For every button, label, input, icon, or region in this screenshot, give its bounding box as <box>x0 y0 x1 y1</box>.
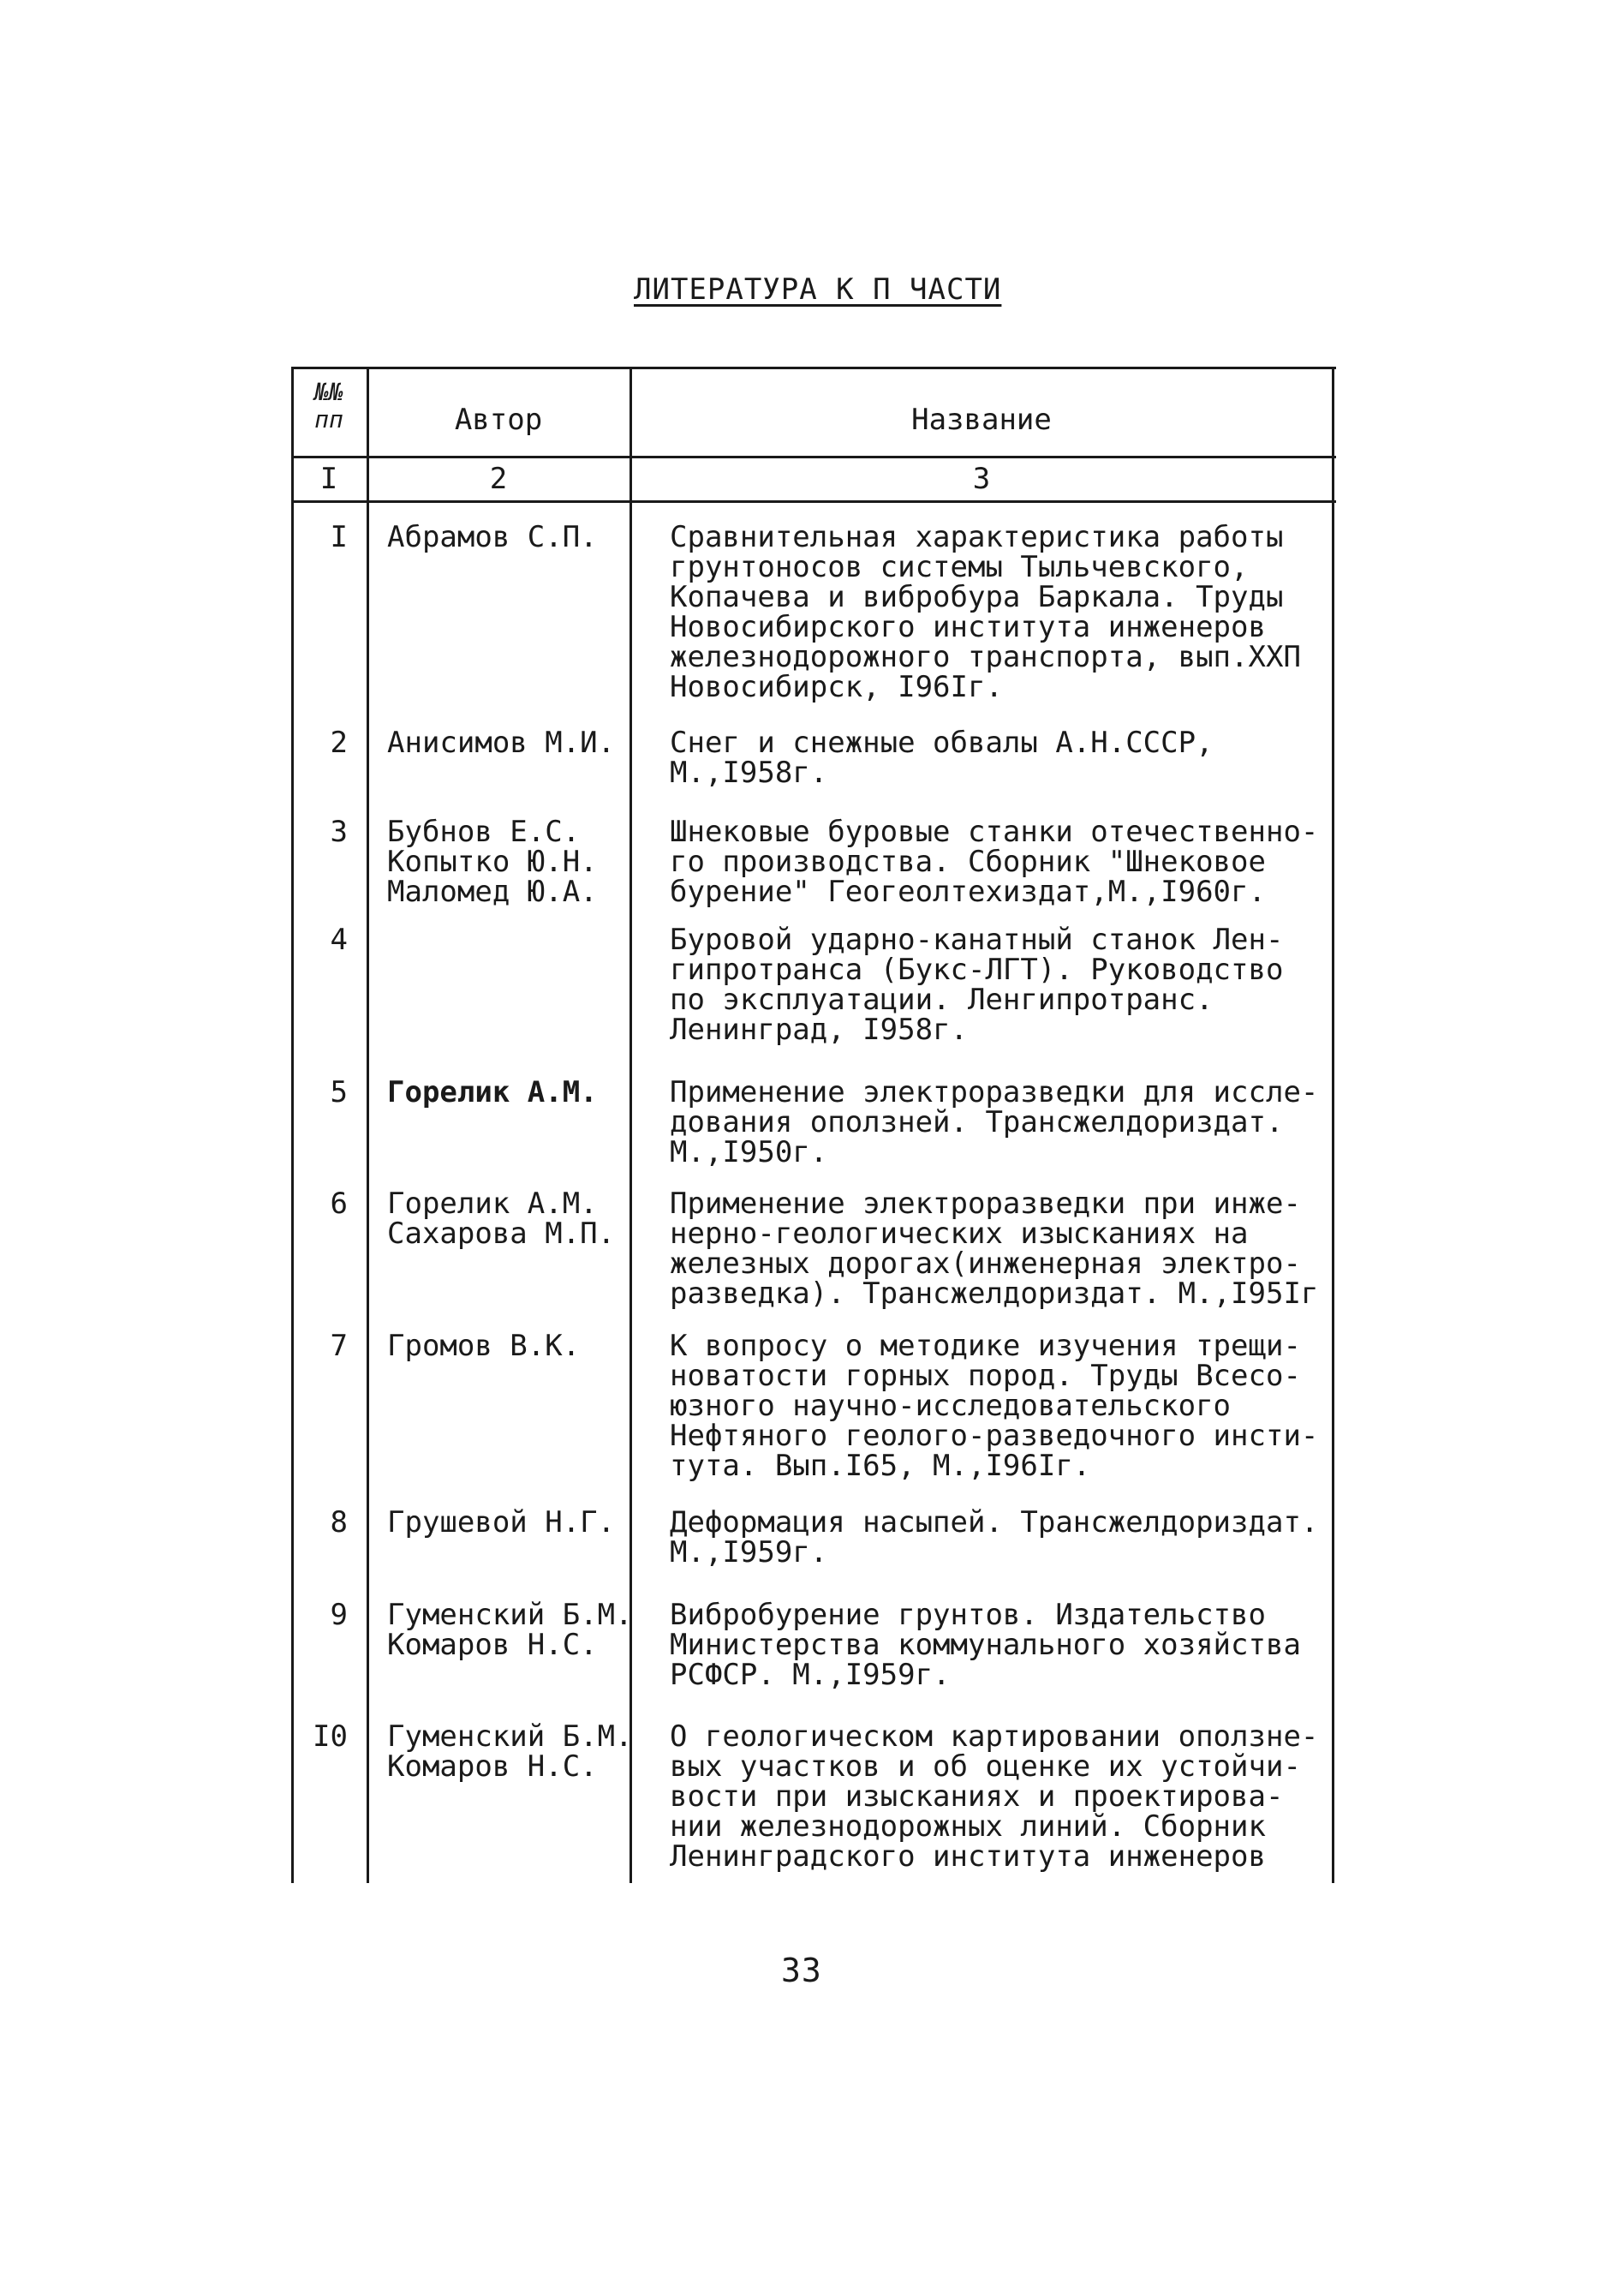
entry-title: Применение электроразведки для иссле- дования оползней. Трансжелдориздат. М.,I950г. <box>670 1075 1319 1169</box>
entry-author: Абрамов С.П. <box>387 520 598 554</box>
entry-title: Применение электроразведки при инже- нерно-геологических изысканиях на железных дорогах(инженерная электро- разведка). Трансжелдориздат. М.,I95Iг <box>670 1187 1319 1311</box>
entry-title: К вопросу о методике изучения трещи- новатости горных пород. Труды Всесо- юзного научно-исследовательского Нефтяного геолого-разведочного инсти- тута. Вып.I65, М.,I96Iг. <box>670 1329 1319 1483</box>
entry-title: Шнековые буровые станки отечественно- го производства. Сборник "Шнековое бурение" Геогеолтехиздат,М.,I960г. <box>670 815 1319 909</box>
entry-number: 6 <box>330 1187 348 1221</box>
entry-author: Горелик А.М. <box>387 1075 598 1109</box>
page-title: ЛИТЕРАТУРА К П ЧАСТИ <box>634 272 1002 307</box>
entry-number: 5 <box>330 1075 348 1109</box>
header-bottom-rule <box>291 456 1336 458</box>
entry-number: 8 <box>330 1505 348 1540</box>
table-left-rule <box>291 367 294 1883</box>
column-number-2: 2 <box>489 462 508 496</box>
entry-number: 4 <box>330 923 348 957</box>
bibliography-table <box>291 367 1336 1883</box>
entry-author: Анисимов М.И. <box>387 726 616 760</box>
entry-author: Грушевой Н.Г. <box>387 1505 616 1540</box>
column-number-3: 3 <box>972 462 991 496</box>
entry-number: 3 <box>330 815 348 849</box>
entry-number: 7 <box>330 1329 348 1363</box>
entry-author: Бубнов Е.С. Копытко Ю.Н. Маломед Ю.А. <box>387 815 598 909</box>
entry-number: I <box>330 520 348 554</box>
page-number: 33 <box>781 1952 822 1989</box>
header-author: Автор <box>454 403 543 437</box>
table-top-rule <box>291 367 1336 369</box>
entry-title: Деформация насыпей. Трансжелдориздат. М.,I959г. <box>670 1505 1319 1570</box>
header-name: Название <box>911 403 1052 437</box>
entry-number: I0 <box>313 1719 348 1754</box>
entry-author: Гуменский Б.М. Комаров Н.С. <box>387 1719 633 1784</box>
column-number-rule <box>291 500 1336 503</box>
header-num: №№ пп <box>314 378 343 433</box>
entry-number: 2 <box>330 726 348 760</box>
entry-author: Гуменский Б.М. Комаров Н.С. <box>387 1598 633 1662</box>
entry-title: О геологическом картировании оползне- вых участков и об оценке их устойчи- вости при изысканиях и проектирова- нии железнодорожных линий. Сборник Ленинградского института инженеров <box>670 1719 1319 1874</box>
column-number-1: I <box>319 462 338 496</box>
entry-title: Снег и снежные обвалы А.Н.СССР, М.,I958г. <box>670 726 1214 790</box>
table-right-rule <box>1332 367 1334 1883</box>
entry-author: Громов В.К. <box>387 1329 581 1363</box>
num-author-divider <box>367 367 369 1883</box>
entry-title: Сравнительная характеристика работы грунтоносов системы Тыльчевского, Копачева и вибробура Баркала. Труды Новосибирского института инженеров железнодорожного транспорта, вып.ХХП Новосибирск, I96Iг. <box>670 520 1301 704</box>
entry-author: Горелик А.М. Сахарова М.П. <box>387 1187 616 1251</box>
entry-title: Буровой ударно-канатный станок Лен- гипротранса (Букс-ЛГТ). Руководство по эксплуатации. Ленгипротранс. Ленинград, I958г. <box>670 923 1284 1047</box>
entry-number: 9 <box>330 1598 348 1632</box>
entry-title: Вибробурение грунтов. Издательство Министерства коммунального хозяйства РСФСР. М.,I959г. <box>670 1598 1301 1692</box>
